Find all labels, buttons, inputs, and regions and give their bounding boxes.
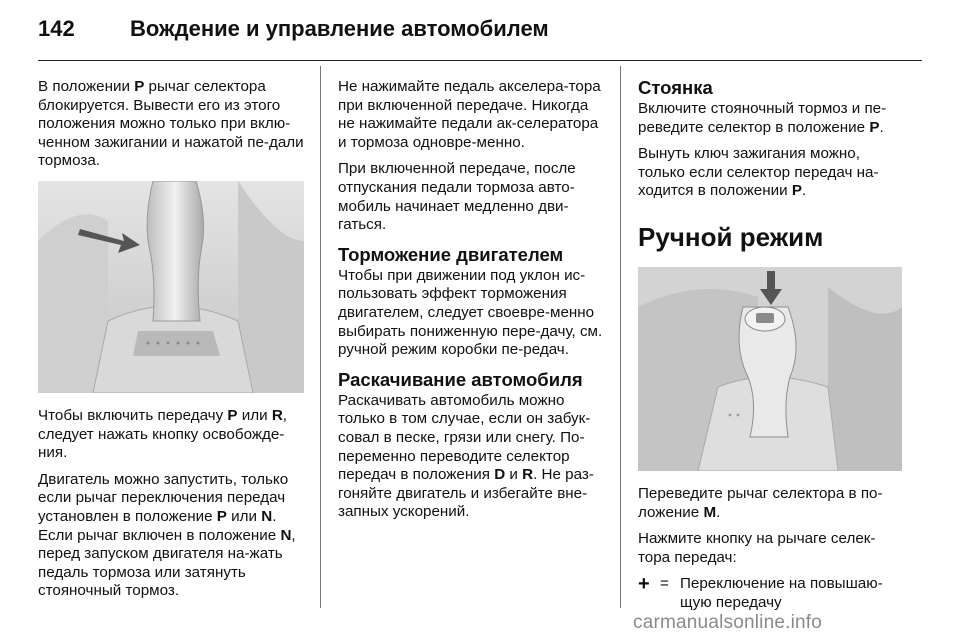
section-heading-parking: Стоянка — [638, 77, 713, 98]
column-divider — [620, 66, 621, 608]
text-run: . — [879, 118, 884, 136]
text-run: . — [801, 182, 807, 200]
column-2 — [338, 78, 606, 530]
text-run: Чтобы включить передачу — [38, 406, 228, 424]
col2-paragraph: Не нажимайте педаль акселера-тора при включенной передаче. Никогда не нажимайте педали ак-селератора и тормоза одновре-менно. — [338, 78, 601, 151]
watermark: carmanualsonline.info — [633, 612, 823, 633]
text-run: . Не раз-гоняйте двигатель и избегайте вне-запных ускорений. — [338, 466, 594, 521]
text-run: Переведите рычаг селектора в по-ложение — [638, 484, 883, 521]
col3-paragraph — [638, 100, 906, 137]
manual-mode-illustration — [638, 267, 902, 471]
bold-term: N — [280, 526, 292, 544]
bold-term: P — [869, 118, 880, 136]
column-divider — [320, 66, 321, 608]
bold-term: N — [261, 507, 273, 525]
column-1 — [38, 78, 306, 609]
text-run: Раскачивать автомобиль можно только в том случае, если он забук-совал в песке, грязи или снегу. По-переменно переводите селектор передач в положения — [338, 391, 591, 484]
col1-paragraph — [38, 78, 306, 171]
section-heading-manual-mode: Ручной режим — [638, 221, 824, 252]
gear-selector-illustration — [38, 181, 304, 393]
equals-sign: = — [660, 575, 669, 593]
bold-term: P — [134, 78, 145, 95]
section-heading-engine-braking: Торможение двигателем — [338, 243, 564, 265]
text-run: рычаг селектора блокируется. Вывести его из этого положения можно только при вклю-ченном зажигании и нажатой пе-дали тормоза. — [38, 78, 304, 170]
col3-paragraph: Нажмите кнопку на рычаге селек-тора передач: — [638, 530, 876, 566]
text-run: , перед запуском двигателя на-жать педаль тормоза или затянуть стояночный тормоз. — [38, 526, 296, 600]
plus-icon: + — [638, 573, 650, 596]
header-rule — [38, 60, 922, 61]
gear-selector-photo — [38, 181, 304, 393]
col2-paragraph — [338, 392, 606, 522]
bold-term: P — [216, 507, 227, 525]
text-run: или — [237, 406, 272, 424]
text-run: и — [505, 466, 523, 484]
text-run: . — [716, 503, 721, 521]
col1-paragraph — [38, 407, 306, 463]
text-run: Включите стояночный тормоз и пе-реведите селектор в положение — [638, 100, 887, 136]
bold-term: D — [494, 466, 506, 484]
bold-term: R — [522, 466, 534, 484]
list-item-text: Переключение на повышаю-щую передачу — [680, 575, 883, 611]
bold-term: R — [271, 406, 283, 424]
column-3 — [638, 78, 906, 613]
text-run: Двигатель можно запустить, только если рычаг переключения передач установлен в положение — [38, 470, 289, 525]
col3-paragraph — [638, 145, 906, 201]
list-item — [638, 575, 906, 612]
text-run: или — [226, 507, 262, 525]
text-run: Вынуть ключ зажигания можно, только если селектор передач на-ходится в положении — [638, 145, 879, 200]
text-run: , следует нажать кнопку освобожде-ния. — [38, 406, 288, 462]
chapter-title: Вождение и управление автомобилем — [130, 16, 549, 41]
col2-paragraph: Чтобы при движении под уклон ис-пользовать эффект торможения двигателем, следует своевре-менно выбирать пониженную пере-дачу, см. ручной режим коробки пе-редач. — [338, 266, 603, 359]
page-header — [38, 6, 922, 56]
manual-mode-photo — [638, 267, 902, 471]
col1-paragraph — [38, 471, 306, 601]
text-run: . Если рычаг включен в положение — [38, 507, 281, 544]
text-run: В положении — [38, 78, 135, 95]
bold-term: P — [227, 406, 238, 424]
bold-term: P — [791, 182, 802, 200]
bold-term: M — [703, 503, 717, 521]
col2-paragraph: При включенной передаче, после отпускания педали тормоза авто-мобиль начинает медленно дви-гаться. — [338, 160, 576, 234]
col3-paragraph — [638, 485, 906, 522]
section-heading-rocking: Раскачивание автомобиля — [338, 368, 583, 390]
page-number: 142 — [38, 16, 75, 41]
